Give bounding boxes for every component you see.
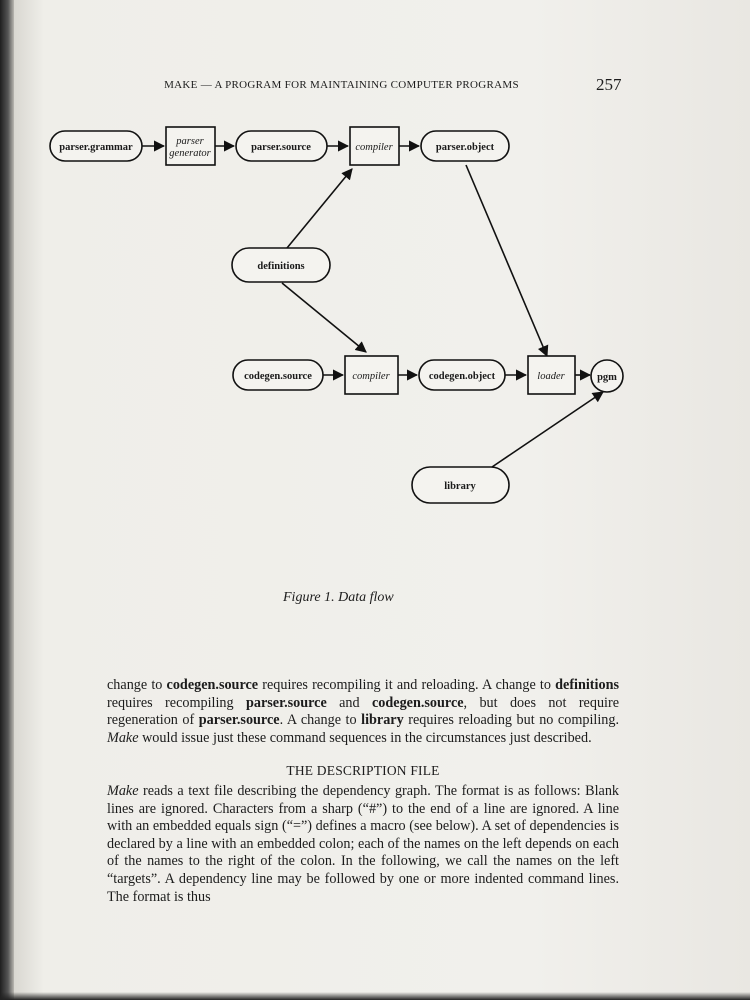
label-parser-generator-line2: generator: [169, 148, 211, 159]
label-definitions: definitions: [257, 261, 305, 272]
page-bottom-shadow: [0, 992, 750, 1000]
label-codegen-source: codegen.source: [244, 371, 312, 382]
label-parser-source: parser.source: [251, 142, 311, 153]
label-library: library: [444, 481, 476, 492]
label-pgm: pgm: [597, 372, 617, 383]
label-compiler-top: compiler: [355, 142, 393, 153]
arrow-library-to-pgm: [492, 392, 603, 467]
paragraph-change-effects: change to codegen.source requires recompiling it and reloading. A change to definitions requires recompiling parser.source and codegen.source, but does not require regeneration of parser.source. A change to library requires reloading but no compiling. Make would issue just these command sequences in the circumstances just described.: [107, 677, 620, 746]
page-number: 257: [596, 75, 622, 94]
label-codegen-object: codegen.object: [428, 371, 496, 382]
section-heading: THE DESCRIPTION FILE: [286, 763, 440, 778]
flow-arrows: [142, 146, 603, 467]
label-loader: loader: [537, 371, 565, 382]
arrow-parser-object-to-loader: [466, 165, 547, 356]
arrow-definitions-to-compiler-bottom: [282, 283, 366, 352]
label-compiler-bottom: compiler: [352, 371, 390, 382]
label-parser-grammar: parser.grammar: [59, 142, 133, 153]
label-parser-object: parser.object: [435, 142, 495, 153]
running-head: MAKE — A PROGRAM FOR MAINTAINING COMPUTER PROGRAMS: [164, 79, 519, 91]
label-parser-generator-line1: parser: [176, 136, 204, 147]
figure-caption: Figure 1. Data flow: [283, 590, 394, 605]
arrow-definitions-to-compiler-top: [287, 169, 352, 248]
paragraph-description-file: Make reads a text file describing the dependency graph. The format is as follows: Blank lines are ignored. Characters from a sharp (“#”) to the end of a line are ignored. A line with an embedded equals sign (“=”) defines a macro (see below). A set of dependencies is declared by a line with an embedded colon; each of the names on the left depends on each of the names to the right of the colon. In the following, we call the names on the left “targets”. A dependency line may be followed by one or more indented command lines. The format is thus: [107, 783, 619, 905]
